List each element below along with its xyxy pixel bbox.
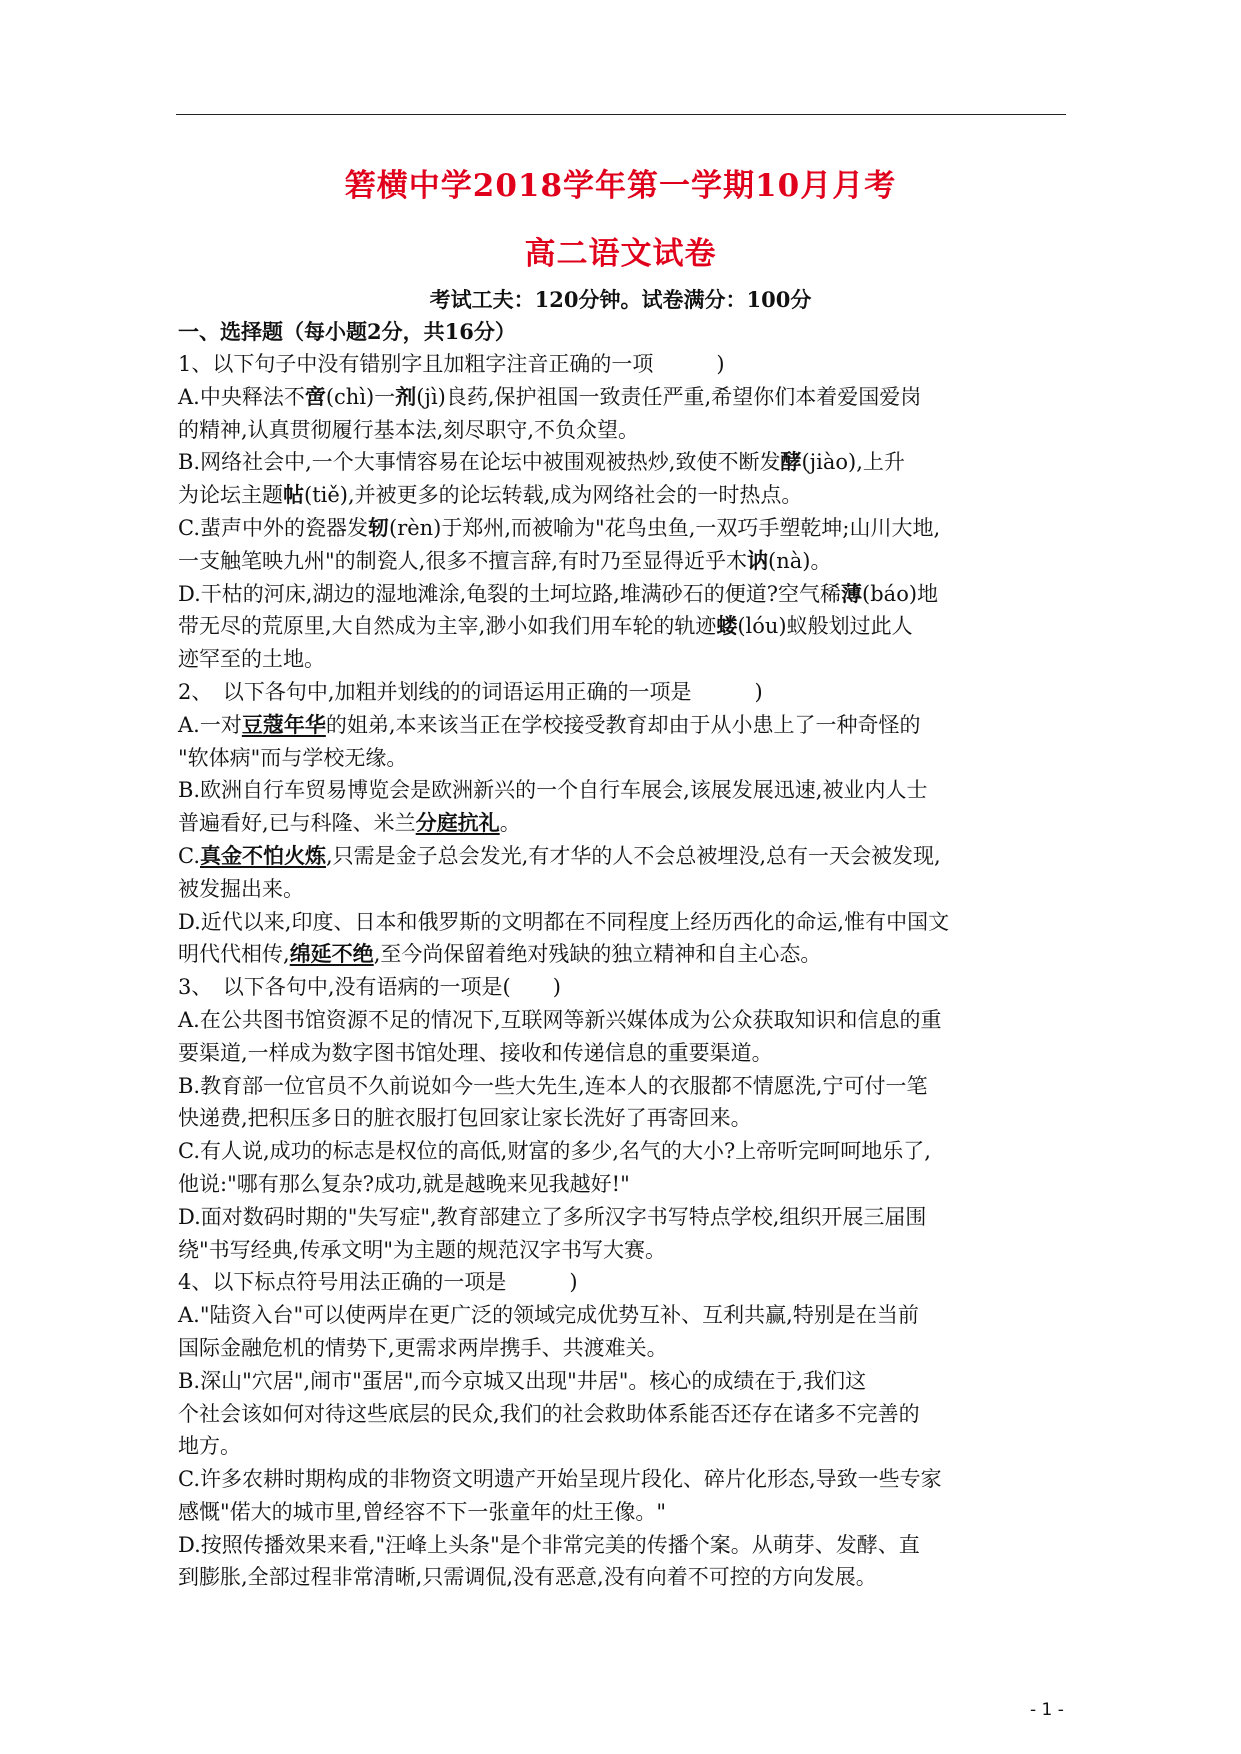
question-4-option-a: A."陆资入台"可以使两岸在更广泛的领域完成优势互补、互利共赢,特别是在当前 国际金融危机的情势下,更需求两岸携手、共渡难关。 — [178, 1303, 919, 1360]
underlined-term: 真金不怕火炼 — [200, 842, 326, 868]
marked-char: 薄 — [841, 580, 863, 606]
question-1-option-d: D.干枯的河床,湖边的湿地滩涂,龟裂的土坷垃路,堆满砂石的便道?空气稀薄(báo)地 带无尽的荒原里,大自然成为主宰,渺小如我们用车轮的轨迹蝼(lóu)蚁般划过此人 迹罕至的土地。 — [178, 580, 939, 672]
marked-char: 酵 — [780, 449, 802, 475]
document-subtitle: 高二语文试卷 — [524, 236, 717, 272]
question-2-option-d: D.近代以来,印度、日本和俄罗斯的文明都在不同程度上经历西化的命运,惟有中国文 明代代相传,绵延不绝,至今尚保留着绝对残缺的独立精神和自主心态。 — [178, 909, 950, 967]
question-2-option-c: C.真金不怕火炼,只需是金子总会发光,有才华的人不会总被埋没,总有一天会被发现, 被发掘出来。 — [178, 842, 941, 901]
exam-content — [178, 316, 1082, 1594]
question-3 — [178, 971, 1082, 1004]
underlined-term: 豆蔻年华 — [241, 711, 326, 737]
marked-char: 剂 — [395, 383, 417, 409]
exam-info: 考试工夫：120分钟。试卷满分：100分 — [429, 287, 812, 312]
question-3-option-d: D.面对数码时期的"失写症",教育部建立了多所汉字书写特点学校,组织开展三届围 绕"书写经典,传承文明"为主题的规范汉字书写大赛。 — [178, 1204, 927, 1262]
header-rule — [176, 114, 1066, 115]
marked-char: 帖 — [283, 482, 304, 508]
section-title: 一、选择题（每小题2分，共16分） — [178, 319, 516, 344]
document-title: 箬横中学2018学年第一学期10月月考 — [344, 168, 897, 204]
question-1-option-c: C.蜚声中外的瓷器发轫(rèn)于郑州,而被喻为"花鸟虫鱼,一双巧手塑乾坤;山川大地, 一支触笔映九州"的制瓷人,很多不擅言辞,有时乃至显得近乎木讷(nà)。 — [178, 514, 941, 573]
question-2 — [178, 676, 1082, 709]
marked-char: 讷 — [747, 547, 769, 573]
question-3-stem: 3、 以下各句中,没有语病的一项是( ) — [178, 975, 561, 1000]
question-2-stem: 2、 以下各句中,加粗并划线的的词语运用正确的一项是 ) — [178, 679, 763, 704]
question-3-option-c: C.有人说,成功的标志是权位的高低,财富的多少,名气的大小?上帝听完呵呵地乐了, 他说:"哪有那么复杂?成功,就是越晚来见我越好!" — [178, 1139, 931, 1196]
underlined-term: 分庭抗礼 — [415, 810, 500, 836]
marked-char: 轫 — [368, 514, 389, 540]
question-2-option-a: A.一对豆蔻年华的姐弟,本来该当正在学校接受教育却由于从小患上了一种奇怪的 "软体病"而与学校无缘。 — [178, 711, 921, 770]
question-2-option-b: B.欧洲自行车贸易博览会是欧洲新兴的一个自行车展会,该展发展迅速,被业内人士 普遍看好,已与科隆、米兰分庭抗礼。 — [178, 778, 928, 836]
question-4-option-c: C.许多农耕时期构成的非物资文明遗产开始呈现片段化、碎片化形态,导致一些专家 感慨"偌大的城市里,曾经容不下一张童年的灶王像。" — [178, 1467, 942, 1524]
question-1-option-b: B.网络社会中,一个大事情容易在论坛中被围观被热炒,致使不断发酵(jiào),上升 为论坛主题帖(tiě),并被更多的论坛转载,成为网络社会的一时热点。 — [178, 449, 905, 508]
marked-char: 蝼 — [716, 613, 738, 639]
marked-char: 啻 — [304, 383, 326, 409]
question-4-stem: 4、以下标点符号用法正确的一项是 ) — [178, 1270, 578, 1295]
question-4-option-d: D.按照传播效果来看,"汪峰上头条"是个非常完美的传播个案。从萌芽、发酵、直 到膨胀,全部过程非常清晰,只需调侃,没有恶意,没有向着不可控的方向发展。 — [178, 1532, 920, 1590]
question-4-option-b: B.深山"穴居",闹市"蛋居",而今京城又出现"井居"。核心的成绩在于,我们这 个社会该如何对待这些底层的民众,我们的社会救助体系能否还存在诸多不完善的 地方。 — [178, 1368, 920, 1459]
question-1 — [178, 348, 1082, 381]
question-3-option-b: B.教育部一位官员不久前说如今一些大先生,连本人的衣服都不情愿洗,宁可付一笔 快递费,把积压多日的脏衣服打包回家让家长洗好了再寄回来。 — [178, 1073, 928, 1131]
question-1-option-a: A.中央释法不啻(chì)一剂(jì)良药,保护祖国一致责任严重,希望你们本着爱国爱岗 的精神,认真贯彻履行基本法,刻尽职守,不负众望。 — [178, 383, 922, 442]
page-number: - 1 - — [1030, 1700, 1064, 1720]
question-4 — [178, 1266, 1082, 1299]
underlined-term: 绵延不绝 — [289, 941, 374, 967]
question-1-stem: 1、以下句子中没有错别字且加粗字注音正确的一项 ) — [178, 352, 725, 376]
question-3-option-a: A.在公共图书馆资源不足的情况下,互联网等新兴媒体成为公众获取知识和信息的重 要渠道,一样成为数字图书馆处理、接收和传递信息的重要渠道。 — [178, 1007, 942, 1065]
